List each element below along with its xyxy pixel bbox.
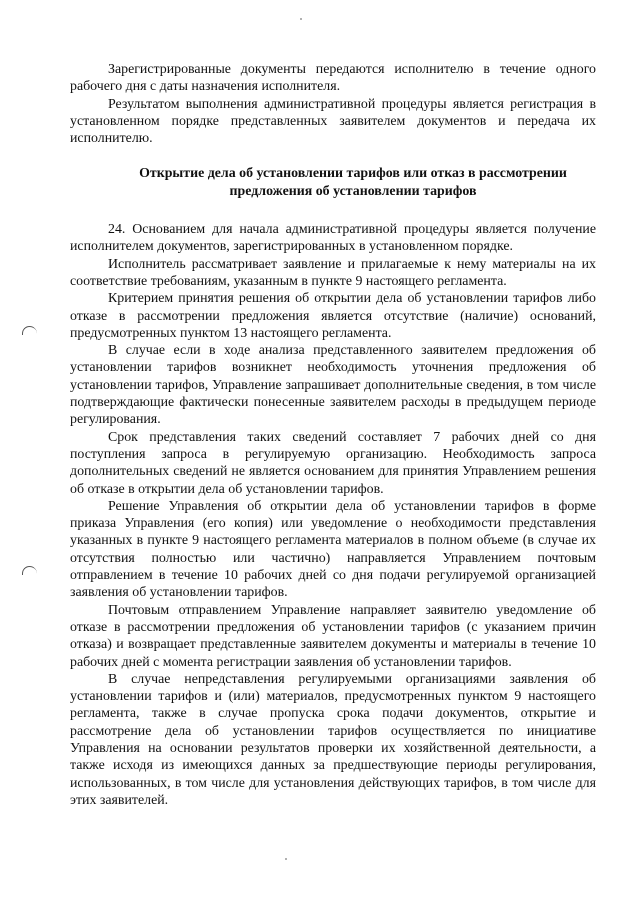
scan-speck xyxy=(285,858,287,860)
paragraph: Критерием принятия решения об открытии дела об установлении тарифов либо отказе в рассмотрении предложения является отсутствие (наличие) оснований, предусмотренных пунктом 13 настоящего регламента. xyxy=(70,291,596,341)
paragraph: В случае если в ходе анализа представленного заявителем предложения об установлении тарифов возникнет необходимость уточнения предложения об установлении тарифов, Управление запрашивает дополнительные сведения, в том числе подтверждающие фактически понесенные заявителем расходы в предыдущем периоде регулирования. xyxy=(70,343,596,428)
paragraph: Зарегистрированные документы передаются исполнителю в течение одного рабочего дня с даты назначения исполнителя. xyxy=(70,62,596,95)
paragraph: Результатом выполнения административной процедуры является регистрация в установленном порядке представленных заявителем документов и передача их исполнителю. xyxy=(70,96,596,147)
paragraph: Решение Управления об открытии дела об установлении тарифов в форме приказа Управления (его копия) или уведомление о необходимости представления указанных в пункте 9 настоящего регламента материалов в полном объеме (в случае их отсутствия полностью или частично) направляется Управлением почтовым отправлением в течение 10 рабочих дней со дня подачи регулируемой организацией заявления об установлении тарифов. xyxy=(70,498,596,601)
paragraph: Срок представления таких сведений составляет 7 рабочих дней со дня поступления запроса в регулируемую организацию. Необходимость запроса дополнительных сведений не является основанием для принятия Управлением решения об отказе в открытии дела об установлении тарифов. xyxy=(70,429,596,497)
hole-punch-mark xyxy=(22,566,37,575)
paragraph: 24. Основанием для начала административной процедуры является получение исполнителем документов, зарегистрированных в установленном порядке. xyxy=(70,222,596,255)
paragraph: Исполнитель рассматривает заявление и прилагаемые к нему материалы на их соответствие требованиям, указанным в пункте 9 настоящего регламента. xyxy=(70,256,596,289)
hole-punch-mark xyxy=(22,326,37,335)
scan-speck xyxy=(300,18,302,20)
paragraph: В случае непредставления регулируемыми организациями заявления об установлении тарифов и (или) материалов, предусмотренных пунктом 9 настоящего регламента, также в случае пропуска срока подачи документов, открытие и рассмотрение дела об установлении тарифов осуществляется по инициативе Управления на основании результатов проверки их хозяйственной деятельности, а также исходя из имеющихся данных за предшествующие периоды регулирования, использованных, в том числе для установления действующих тарифов, в том числе для этих заявителей. xyxy=(70,671,596,808)
document-body xyxy=(70,61,596,809)
paragraph: Почтовым отправлением Управление направляет заявителю уведомление об отказе в рассмотрении предложения об установлении тарифов (с указанием причин отказа) и возвращает представленные заявителем документы и материалы в течение 10 рабочих дней с момента регистрации заявления об установлении тарифов. xyxy=(70,602,596,670)
section-title: Открытие дела об установлении тарифов или отказ в рассмотрении предложения об установлении тарифов xyxy=(139,166,567,199)
